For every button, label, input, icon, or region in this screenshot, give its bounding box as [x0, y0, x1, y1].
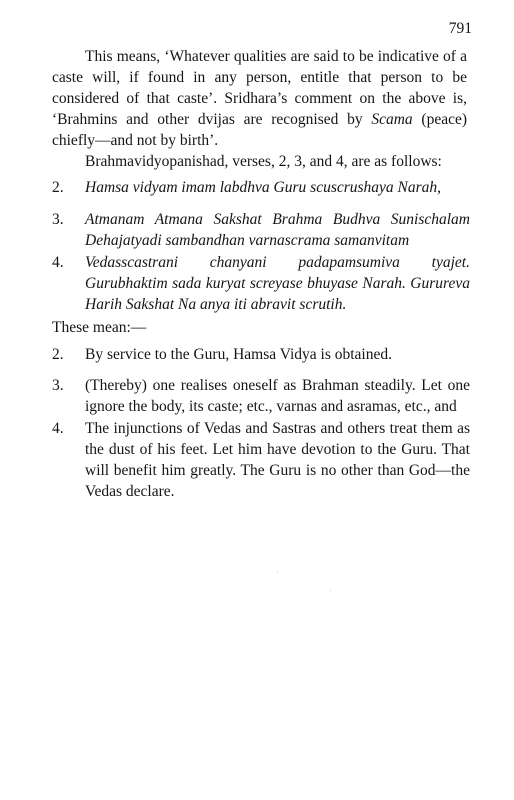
verse-text: Atmanam Atmana Sakshat Brahma Budhva Sunischalam Dehajatyadi sambandhan varnascrama samanvitam — [85, 211, 470, 249]
print-speck — [330, 590, 331, 591]
page-number: 791 — [448, 20, 472, 37]
meaning-number: 3. — [52, 377, 64, 394]
these-mean-heading: These mean:— — [52, 319, 147, 336]
verse-text: Vedasscastrani chanyani padapamsumiva tyajet. Gurubhaktim sada kuryat screyase bhuyase Narah. Gurureva Harih Sakshat Na anya iti abravit scrutih. — [85, 254, 470, 313]
intro-text-after: (peace) chiefly—and not by birth’. — [52, 111, 468, 149]
intro-text-before: This means, ‘Whatever qualities are said to be indicative of a caste will, if found in any person, entitle that person to be considered of that caste’. Sridhara’s comment on the above is, ‘Brahmins and other dvijas are recognised by — [52, 48, 467, 128]
verse-item — [52, 177, 470, 198]
verses-lead-in: Brahmavidyopanishad, verses, 2, 3, and 4, are as follows: — [85, 153, 442, 170]
meaning-item — [52, 344, 470, 365]
verse-number: 2. — [52, 179, 64, 196]
verse-item — [52, 209, 470, 251]
verse-number: 3. — [52, 211, 64, 228]
verse-item — [52, 252, 470, 315]
meaning-text: By service to the Guru, Hamsa Vidya is obtained. — [85, 346, 392, 363]
verse-text: Hamsa vidyam imam labdhva Guru scuscrushaya Narah, — [85, 179, 442, 196]
meaning-item — [52, 418, 470, 502]
meaning-number: 2. — [52, 346, 64, 363]
verse-number: 4. — [52, 254, 64, 271]
meaning-text: The injunctions of Vedas and Sastras and others treat them as the dust of his feet. Let him have devotion to the Guru. That will benefit him greatly. The Guru is no other than God—the Vedas declare. — [85, 420, 470, 500]
meaning-item — [52, 375, 470, 417]
intro-paragraph — [52, 46, 467, 151]
meaning-text: (Thereby) one realises oneself as Brahman steadily. Let one ignore the body, its caste; etc., varnas and asramas, etc., and — [85, 377, 470, 415]
meaning-number: 4. — [52, 420, 64, 437]
print-speck — [277, 571, 278, 572]
intro-emphasis: Scama — [371, 111, 413, 128]
